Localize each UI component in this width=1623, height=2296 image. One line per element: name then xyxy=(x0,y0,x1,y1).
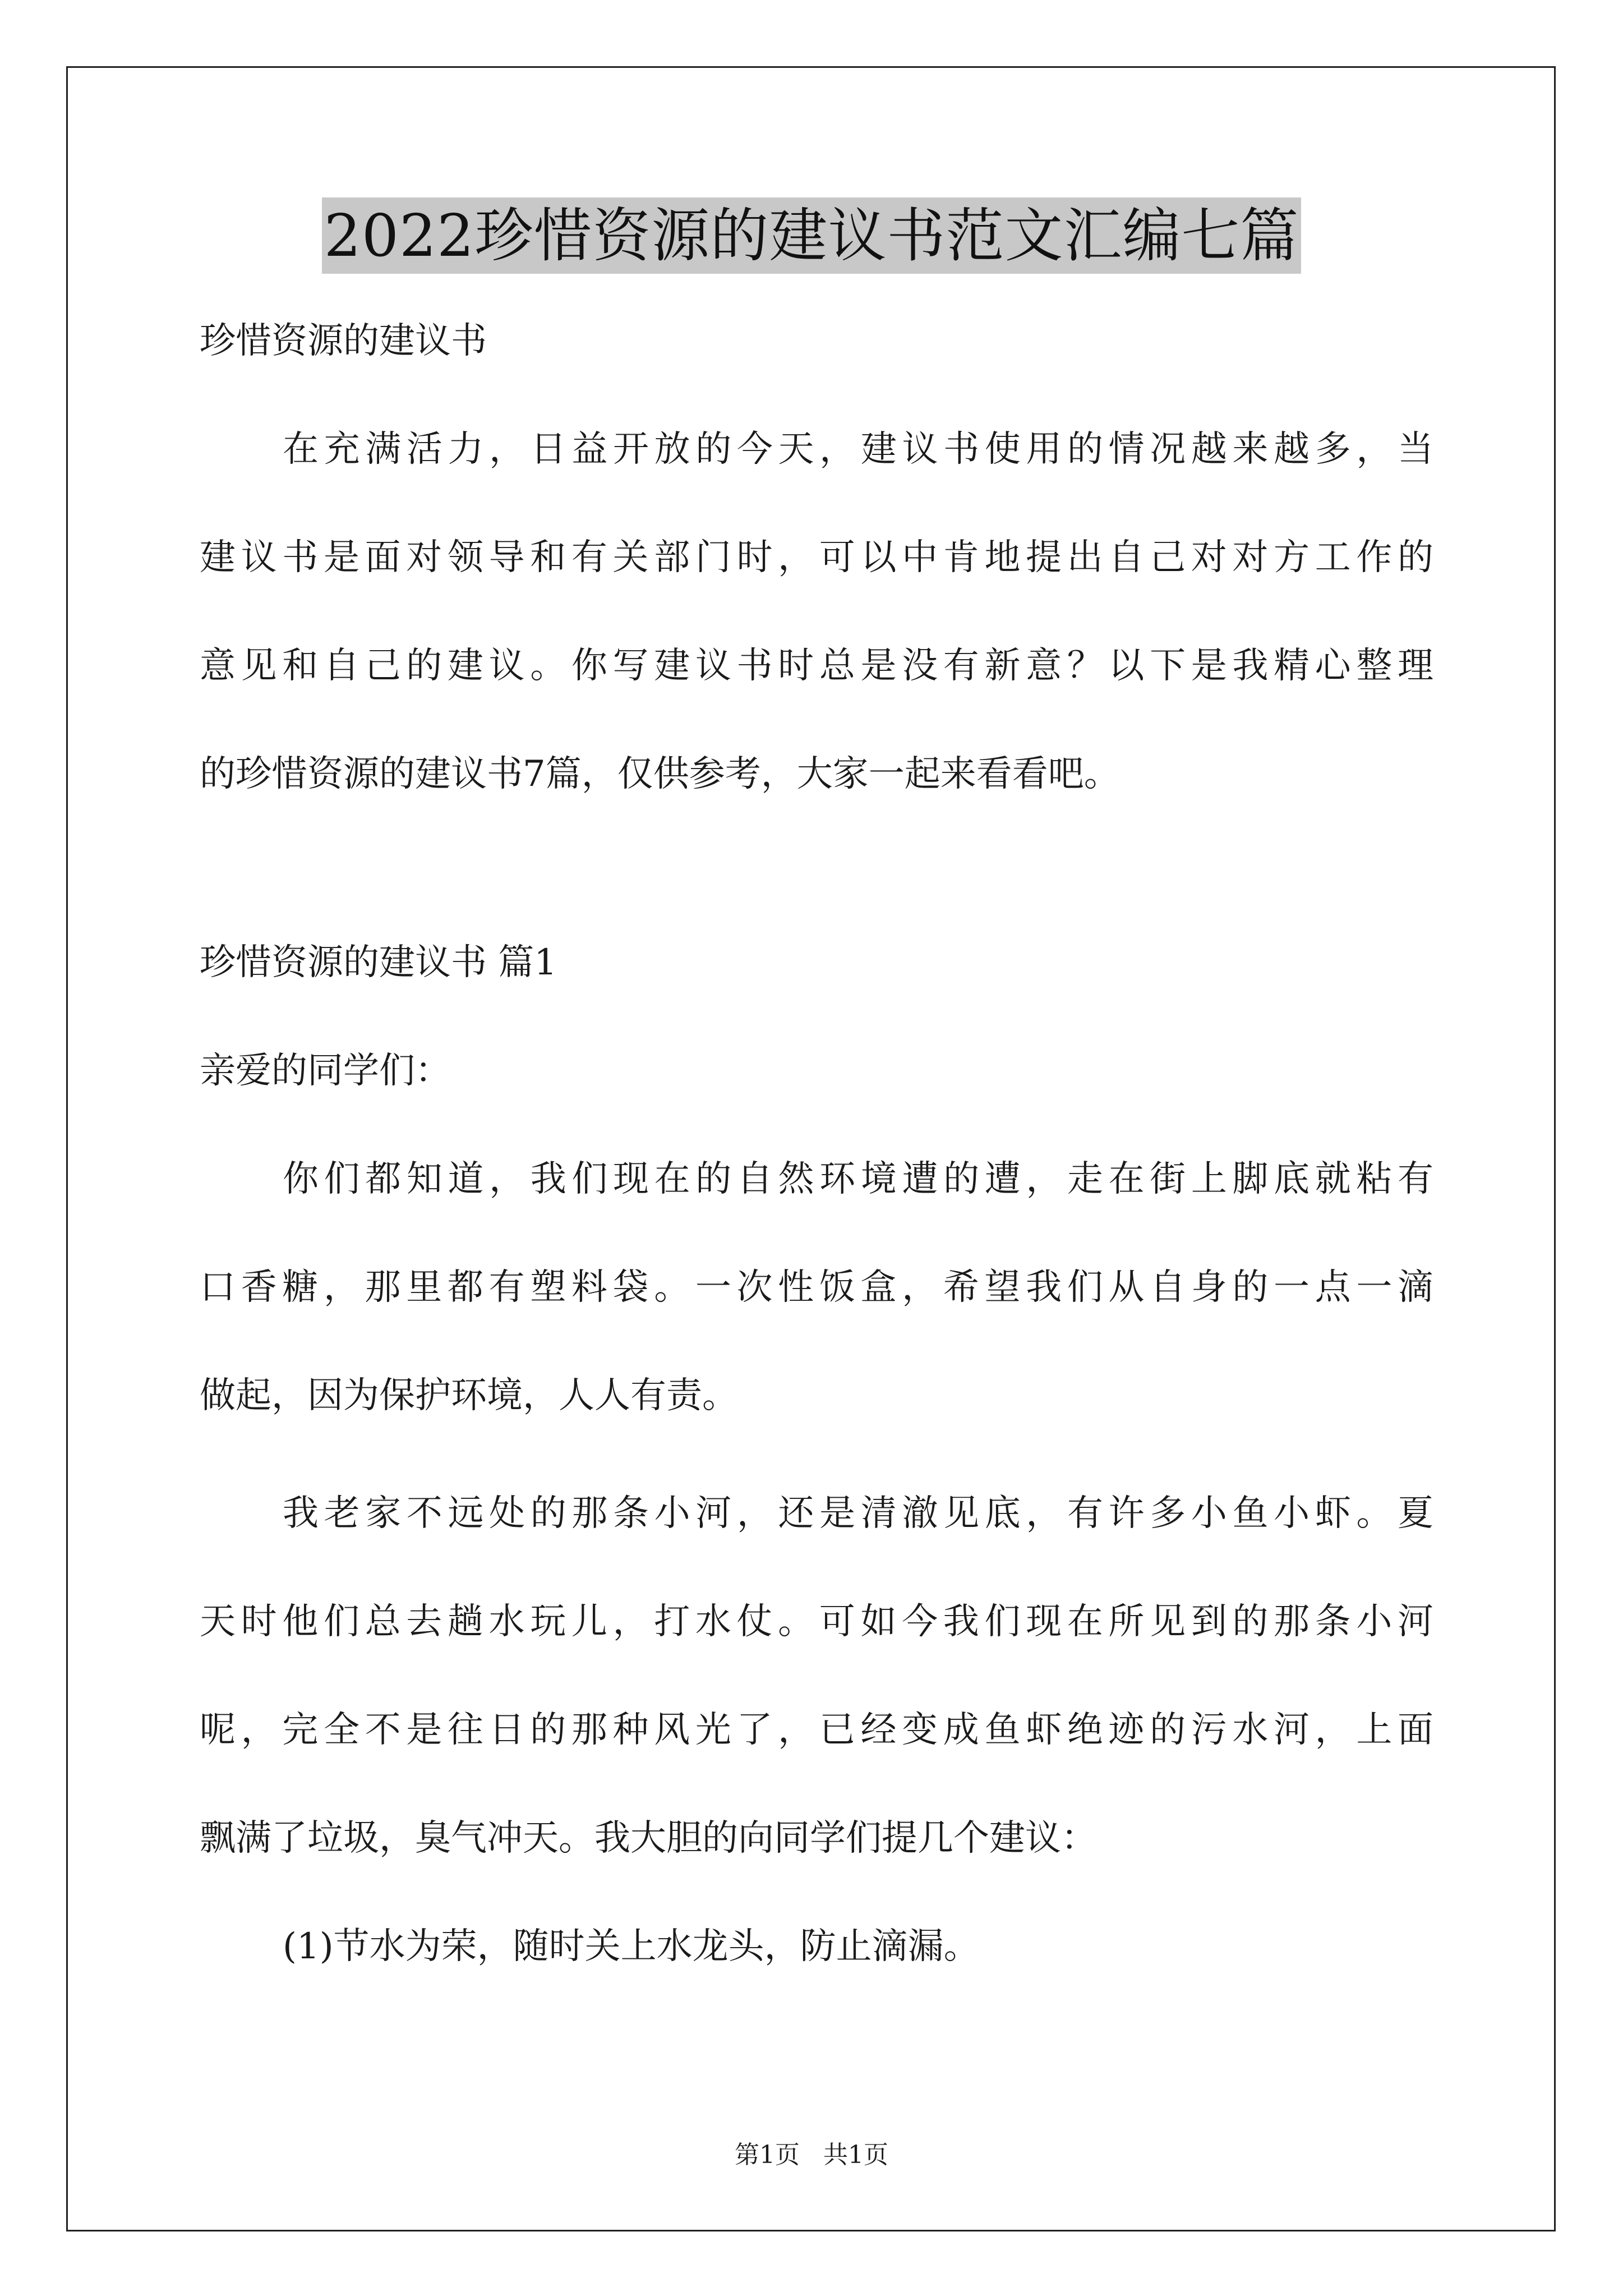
page-footer: 第1页 共1页 xyxy=(735,2141,888,2169)
intro-line-1: 在充满活力，日益开放的今天，建议书使用的情况越来越多，当 xyxy=(283,429,1433,470)
document-title: 2022珍惜资源的建议书范文汇编七篇 xyxy=(322,197,1302,274)
paragraph1-line-1: 你们都知道，我们现在的自然环境遭的遭，走在街上脚底就粘有 xyxy=(283,1158,1433,1200)
paragraph2-line-1: 我老家不远处的那条小河，还是清澈见底，有许多小鱼小虾。夏 xyxy=(283,1493,1433,1534)
subtitle: 珍惜资源的建议书 xyxy=(200,320,487,362)
salutation: 亲爱的同学们： xyxy=(200,1050,451,1092)
document-body xyxy=(200,314,1433,2028)
suggestion-1: (1)节水为荣，随时关上水龙头，防止滴漏。 xyxy=(283,1926,980,1967)
intro-line-4: 的珍惜资源的建议书7篇，仅供参考，大家一起来看看吧。 xyxy=(200,753,1120,795)
paragraph2-line-3: 呢，完全不是往日的那种风光了，已经变成鱼虾绝迹的污水河，上面 xyxy=(200,1709,1433,1751)
intro-line-3: 意见和自己的建议。你写建议书时总是没有新意？以下是我精心整理 xyxy=(200,645,1433,687)
section-heading: 珍惜资源的建议书 篇1 xyxy=(200,942,557,983)
paragraph2-line-2: 天时他们总去趟水玩儿，打水仗。可如今我们现在所见到的那条小河 xyxy=(200,1601,1433,1642)
title-container xyxy=(0,197,1623,274)
paragraph1-line-3: 做起，因为保护环境，人人有责。 xyxy=(200,1375,738,1416)
paragraph1-line-2: 口香糖，那里都有塑料袋。一次性饭盒，希望我们从自身的一点一滴 xyxy=(200,1267,1433,1308)
intro-line-2: 建议书是面对领导和有关部门时，可以中肯地提出自己对对方工作的 xyxy=(200,537,1433,578)
paragraph2-line-4: 飘满了垃圾，臭气冲天。我大胆的向同学们提几个建议： xyxy=(200,1818,1097,1859)
